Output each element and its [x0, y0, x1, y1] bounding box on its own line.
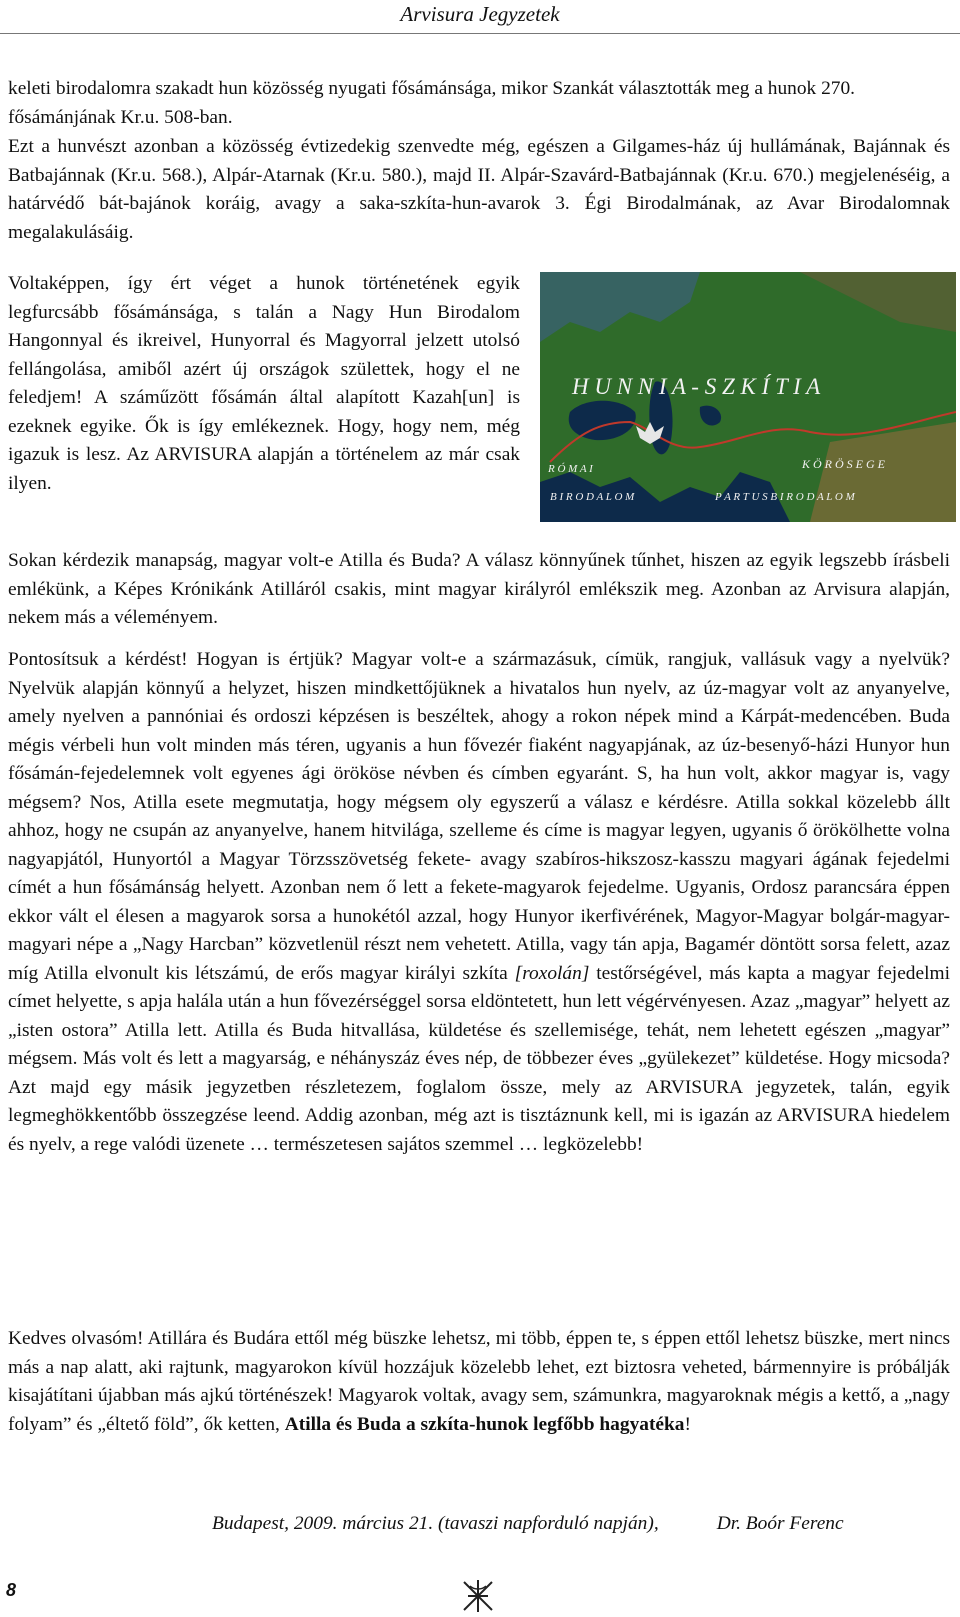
signature-author: Dr. Boór Ferenc [716, 1513, 844, 1534]
paragraph-5 [8, 646, 950, 1159]
rovas-emblem-icon [458, 1576, 498, 1616]
header-rule [0, 33, 960, 34]
map-label-orszeg: K Ö R Ö S E G E [802, 457, 885, 471]
signature-line [212, 1510, 844, 1538]
paragraph-1-text: keleti birodalomra szakadt hun közösség nyugati fősámánsága, mikor Szankát választották meg a hunok 270. fősámánjának Kr.u. 508-ban. [8, 78, 856, 128]
paragraph-3 [8, 270, 520, 498]
running-header: Arvisura Jegyzetek [400, 2, 560, 26]
map-label-birodalom: B I R O D A L O M [550, 491, 635, 503]
signature-place-date: Budapest, 2009. március 21. (tavaszi napforduló napján), [212, 1513, 659, 1534]
hunnia-szkitia-map-image [540, 272, 956, 522]
paragraph-5-italic: [roxolán] [514, 962, 590, 984]
paragraph-4-text: Sokan kérdezik manapság, magyar volt-e Atilla és Buda? A válasz könnyűnek tűnhet, hiszen az egyik legszebb írásbeli emlékünk, a Képes Krónikánk Atilláról csakis, mint magyar királyról emlékszik meg. Azonban az Arvisura alapján, nekem más a véleményem. [8, 550, 950, 628]
paragraph-6-bold: Atilla és Buda a szkíta-hunok legfőbb hagyatéka [284, 1413, 685, 1435]
paragraph-4 [8, 547, 950, 633]
paragraph-6 [8, 1325, 950, 1439]
map-svg [540, 272, 956, 522]
map-label-partus-birodalom: P A R T U S B I R O D A L O M [715, 491, 855, 503]
map-label-romai: R Ó M A I [548, 463, 593, 475]
paragraph-5-text [8, 646, 950, 1159]
paragraph-2 [8, 133, 950, 247]
paragraph-2-text: Ezt a hunvészt azonban a közösség évtizedekig szenvedte még, egészen a Gilgames-ház új hullámának, Bajánnak és Batbajánnak (Kr.u. 568.), Alpár-Atarnak (Kr.u. 580.), majd II. Alpár-Szavárd-Batbajánnak (Kr.u. 670.) megjelenéséig, a határvédő bát-bajánok koráig, avagy a saka-szkíta-hun-avarok 3. Égi Birodalmának, az Avar Birodalomnak megalakulásáig. [8, 136, 950, 243]
map-label-hunnia-szkitia: H U N N I A - S Z K Í T I A [572, 374, 821, 399]
paragraph-3-text: Voltaképpen, így ért véget a hunok történetének egyik legfurcsább fősámánsága, s talán a Nagy Hun Birodalom Hangonnyal és ikreivel, Hunyorral és Magyorral jelzett utolsó fellángolása, amiből azért új országok születtek, hogy el ne feledjem! A száműzött fősámán által alapított Kazah[un] is ezeknek egyike. Ők is így emlékeznek. Hogy, hogy nem, még igazuk is lesz. Az ARVISURA alapján a történelem az már csak ilyen. [8, 273, 520, 494]
paragraph-6-text [8, 1325, 950, 1439]
paragraph-6-part-a: Kedves olvasóm! Atillára és Budára ettől még büszke lehetsz, mi több, éppen te, s éppen ettől lehetsz büszke, mert nincs más a nap alatt, aki rajtunk, magyarokon kívül hozzájuk közelebb lehet, ezt biztosra veheted, bármennyire is próbálják kisajátítani újabban más ajkú történészek! Magyarok voltak, avagy sem, számunkra, magyaroknak mégis a kettő, a „nagy folyam” és „éltető föld”, ők ketten, [8, 1328, 950, 1435]
paragraph-1 [8, 75, 950, 132]
paragraph-5-part-b: testőrségével, más kapta a magyar fejedelmi címet helyette, s apja halála után a hun fővezérséggel sorsa eldöntetett, hun lett végérvényesen. Azaz „magyar” helyett az „isten ostora” Atilla lett. Atilla és Buda hitvallása, küldetése és szellemisége, tehát, nem lehetett egészen „magyar” mégsem. Más volt és lett a magyarság, e néhányszáz éves nép, de többezer éves „gyülekezet” küldetése. Hogy micsoda? Azt majd egy másik jegyzetben részletezem, foglalom össze, mely az ARVISURA jegyzetek, talán, egyik legmeghökkentőbb összegzése leend. Addig azonban, még azt is tisztáznunk kell, mi is igazán az ARVISURA hiedelem és nyelv, a rege valódi üzenete … természetesen sajátos szemmel … legközelebb! [8, 962, 950, 1155]
page-number: 8 [6, 1580, 17, 1600]
paragraph-5-part-a: Pontosítsuk a kérdést! Hogyan is értjük? Magyar volt-e a származásuk, címük, rangjuk, vallásuk vagy a nyelvük? Nyelvük alapján könnyű a helyzet, hiszen mindkettőjüknek a hivatalos hun nyelv, az úz-magyar volt az anyanyelve, amely nyelven a pannóniai és ordoszi képzésen is beszéltek, ahogy a rokon népek mind a Kárpát-medencében. Buda mégis vérbeli hun volt minden más téren, ugyanis a hun fővezér fiaként nagyapjának, az úz-besenyő-házi Hunyor hun fősámán-fejedelemnek volt egyenes ági örököse névben és címben egyaránt. S, ha hun volt, akkor magyar is, vagy mégsem? Nos, Atilla esete megmutatja, hogy mégsem oly egyszerű a válasz e kérdésre. Atilla sokkal közelebb állt ahhoz, hogy ne csupán az anyanyelve, hanem hitvilága, szelleme és címe is magyar legyen, ugyanis ő örökölhette volna nagyapjától, Hunyortól a Magyar Törzsszövetség fekete- avagy szabíros-hikszosz-kasszu magyari ágának fejedelmi címét a hun fősámánság helyett. Azonban nem ő lett a fekete-magyarok fejedelme. Ugyanis, Ordosz parancsára éppen ekkor vált el élesen a magyarok sorsa a hunokétól azzal, hogy Hunyor ikerfivérének, Magyor-Magyar bolgár-magyar-magyari népe a „Nagy Harcban” közvetlenül részt nem vehetett. Atilla, vagy tán apja, Bagamér döntött sorsa felett, azaz míg Atilla elvonult kis létszámú, de erős magyar királyi szkíta [8, 649, 950, 984]
paragraph-6-end: ! [684, 1413, 691, 1435]
